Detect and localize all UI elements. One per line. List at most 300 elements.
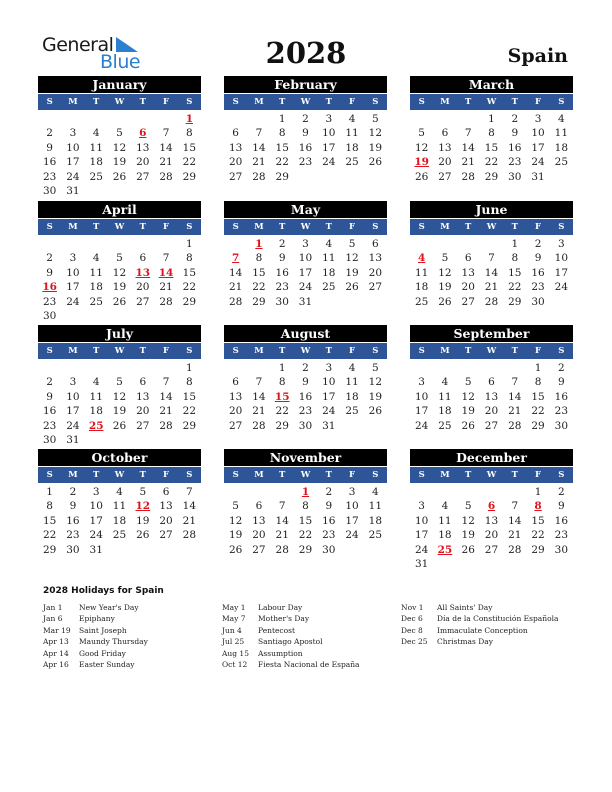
weekday-label: W: [114, 470, 125, 480]
day-cell: 26: [112, 295, 127, 308]
holiday-row: [401, 625, 558, 636]
day-cell: 15: [484, 141, 499, 154]
day-cell: 16: [508, 141, 522, 154]
day-cell: 29: [182, 419, 197, 432]
empty-cell: [224, 485, 247, 499]
weekday-label: S: [372, 470, 379, 480]
day-cell: 27: [228, 419, 243, 432]
day-cell: 27: [136, 295, 150, 308]
day-cell: 19: [368, 390, 383, 403]
day-cell: 8: [534, 376, 542, 389]
holiday-name: Christmas Day: [437, 637, 493, 647]
day-cell: 7: [255, 127, 263, 140]
day-cell: 14: [252, 141, 266, 154]
empty-cell: [433, 485, 456, 499]
empty-cell: [410, 112, 433, 126]
day-cell: 20: [136, 405, 150, 418]
weekday-label: S: [372, 346, 379, 356]
day-cell: 13: [252, 514, 266, 527]
day-cell: 5: [441, 252, 449, 265]
weekday-label: M: [68, 97, 78, 107]
day-cell: 28: [159, 419, 173, 432]
day-cell: 28: [182, 529, 197, 542]
weekday-label: F: [349, 470, 356, 480]
country-title: Spain: [507, 45, 568, 67]
day-cell: 17: [66, 281, 80, 294]
day-grid: [224, 237, 387, 309]
day-cell: 11: [322, 252, 336, 265]
day-cell: 4: [348, 113, 356, 125]
day-cell: 28: [508, 543, 522, 556]
holiday-row: [43, 648, 148, 659]
empty-cell: [457, 237, 480, 251]
weekday-label: F: [349, 222, 356, 232]
holiday-date: May 7: [222, 614, 246, 624]
weekday-label: M: [254, 470, 264, 480]
day-cell: 24: [66, 170, 80, 183]
day-cell: 14: [228, 266, 243, 279]
weekday-label: S: [186, 222, 193, 232]
day-cell: 30: [508, 170, 522, 183]
day-cell: 29: [298, 543, 313, 556]
day-cell: 25: [345, 156, 359, 169]
day-cell: 11: [345, 127, 359, 140]
day-cell: 20: [461, 281, 475, 294]
day-cell: 19: [461, 529, 475, 542]
weekday-label: T: [511, 346, 518, 356]
day-cell: 30: [42, 184, 57, 197]
day-cell: 15: [182, 390, 197, 403]
weekday-label: T: [465, 346, 472, 356]
holiday-row: [401, 613, 558, 624]
holiday-name: Mother's Day: [258, 614, 310, 624]
weekday-label: W: [300, 346, 311, 356]
weekday-label: T: [139, 346, 146, 356]
day-cell: 23: [554, 529, 569, 542]
day-cell: 8: [186, 127, 193, 140]
day-cell: 20: [484, 529, 499, 542]
day-cell: 11: [89, 141, 103, 154]
empty-cell: [38, 112, 61, 126]
day-cell: 18: [89, 405, 103, 418]
weekday-header: [224, 467, 387, 483]
day-cell: 5: [348, 238, 356, 250]
day-cell: 21: [275, 529, 289, 542]
day-cell: 25: [322, 281, 336, 294]
day-cell: 3: [558, 238, 565, 250]
weekday-header: [38, 343, 201, 359]
weekday-label: S: [558, 470, 565, 480]
day-cell: 15: [275, 141, 289, 154]
day-cell: 12: [414, 141, 429, 154]
day-cell: 16: [531, 266, 545, 279]
holiday-day-cell: 25: [437, 543, 453, 556]
day-cell: 4: [92, 127, 100, 140]
weekday-header: [38, 467, 201, 483]
day-grid: [410, 361, 573, 433]
holiday-date: Jun 4: [222, 625, 242, 635]
month-april: [38, 201, 201, 323]
day-cell: 5: [464, 500, 472, 513]
day-cell: 1: [186, 362, 193, 374]
empty-cell: [38, 237, 61, 251]
day-cell: 22: [484, 156, 499, 169]
weekday-label: F: [349, 97, 356, 107]
day-cell: 28: [275, 543, 289, 556]
empty-cell: [154, 361, 177, 375]
empty-cell: [480, 361, 503, 375]
weekday-label: F: [535, 97, 542, 107]
day-cell: 8: [278, 376, 286, 389]
weekday-header: [410, 467, 573, 483]
day-cell: 10: [322, 376, 336, 389]
day-cell: 5: [372, 113, 379, 125]
day-cell: 31: [89, 543, 103, 556]
day-cell: 4: [92, 252, 100, 265]
day-cell: 20: [438, 156, 452, 169]
day-cell: 7: [511, 500, 519, 513]
day-cell: 26: [461, 419, 475, 432]
day-cell: 25: [368, 529, 383, 542]
day-cell: 16: [298, 141, 313, 154]
day-cell: 12: [112, 141, 127, 154]
day-cell: 1: [511, 238, 519, 250]
day-cell: 25: [345, 405, 359, 418]
day-cell: 28: [252, 419, 266, 432]
weekday-label: W: [300, 470, 311, 480]
empty-cell: [154, 112, 177, 126]
day-cell: 1: [186, 238, 193, 250]
day-cell: 18: [554, 141, 569, 154]
day-cell: 20: [228, 405, 243, 418]
day-cell: 3: [418, 500, 425, 513]
day-cell: 11: [554, 127, 569, 140]
day-cell: 3: [325, 113, 333, 125]
day-grid: [410, 112, 573, 184]
weekday-label: T: [325, 222, 332, 232]
day-cell: 8: [302, 500, 309, 513]
weekday-label: T: [93, 97, 100, 107]
holiday-row: [43, 625, 148, 636]
holiday-date: Aug 15: [222, 648, 249, 658]
month-name: July: [38, 325, 201, 342]
empty-cell: [108, 237, 131, 251]
day-cell: 28: [159, 170, 173, 183]
empty-cell: [433, 361, 456, 375]
day-cell: 17: [414, 405, 429, 418]
day-cell: 31: [298, 295, 313, 308]
day-cell: 3: [69, 376, 77, 389]
holiday-row: [222, 625, 360, 636]
day-cell: 17: [414, 529, 429, 542]
day-cell: 15: [298, 514, 313, 527]
day-cell: 9: [46, 141, 53, 154]
empty-cell: [108, 112, 131, 126]
day-cell: 12: [461, 390, 475, 403]
empty-cell: [457, 361, 480, 375]
month-november: [224, 449, 387, 557]
holiday-row: [222, 636, 360, 647]
weekday-label: M: [254, 97, 264, 107]
day-cell: 1: [278, 362, 286, 374]
weekday-label: T: [511, 470, 518, 480]
day-cell: 11: [89, 390, 103, 403]
day-cell: 7: [464, 127, 472, 140]
day-cell: 10: [66, 390, 80, 403]
holiday-date: Apr 13: [43, 637, 69, 647]
holiday-date: Nov 1: [401, 603, 424, 612]
weekday-label: S: [186, 346, 193, 356]
day-cell: 2: [511, 113, 519, 125]
holiday-name: Easter Sunday: [79, 659, 135, 669]
holiday-date: Mar 19: [43, 625, 71, 635]
day-cell: 27: [368, 281, 383, 294]
day-cell: 23: [322, 529, 336, 542]
day-cell: 6: [139, 252, 147, 265]
day-cell: 28: [159, 295, 173, 308]
holiday-date: Jan 6: [43, 614, 63, 624]
day-cell: 19: [112, 281, 127, 294]
day-cell: 15: [182, 141, 197, 154]
day-cell: 8: [186, 376, 193, 389]
day-cell: 16: [298, 390, 313, 403]
holiday-name: All Saints' Day: [437, 603, 493, 612]
day-grid: [224, 112, 387, 184]
month-name: March: [410, 76, 573, 93]
day-cell: 5: [139, 486, 147, 498]
empty-cell: [61, 237, 84, 251]
weekday-label: F: [163, 97, 170, 107]
day-cell: 28: [252, 170, 266, 183]
day-cell: 2: [278, 238, 286, 250]
weekday-label: F: [349, 346, 356, 356]
day-cell: 19: [228, 529, 243, 542]
day-cell: 16: [554, 514, 569, 527]
day-cell: 8: [255, 252, 263, 265]
day-cell: 9: [325, 500, 333, 513]
day-cell: 17: [66, 156, 80, 169]
day-cell: 30: [275, 295, 289, 308]
day-cell: 10: [554, 252, 569, 265]
day-cell: 22: [42, 529, 57, 542]
day-cell: 21: [159, 156, 173, 169]
holidays-column: [401, 602, 558, 648]
day-cell: 25: [414, 295, 429, 308]
empty-cell: [433, 237, 456, 251]
day-cell: 25: [89, 295, 103, 308]
day-cell: 9: [46, 390, 53, 403]
day-cell: 27: [461, 295, 475, 308]
holiday-date: Dec 25: [401, 637, 428, 647]
weekday-label: F: [535, 222, 542, 232]
day-cell: 22: [252, 281, 266, 294]
weekday-label: M: [440, 470, 450, 480]
day-cell: 16: [275, 266, 289, 279]
day-cell: 17: [322, 390, 336, 403]
day-cell: 3: [69, 252, 77, 265]
day-cell: 5: [232, 500, 239, 513]
day-grid: [410, 485, 573, 571]
day-cell: 16: [42, 156, 57, 169]
day-cell: 26: [112, 419, 127, 432]
day-cell: 24: [414, 543, 429, 556]
weekday-label: W: [486, 346, 497, 356]
day-cell: 13: [484, 514, 499, 527]
day-cell: 16: [322, 514, 336, 527]
day-cell: 22: [182, 281, 197, 294]
holiday-name: Epiphany: [79, 614, 115, 624]
month-name: December: [410, 449, 573, 466]
holiday-row: [401, 636, 558, 647]
logo-text-blue: Blue: [100, 51, 141, 73]
day-cell: 21: [159, 405, 173, 418]
holiday-day-cell: 19: [414, 156, 429, 169]
day-cell: 18: [112, 514, 127, 527]
month-september: [410, 325, 573, 433]
day-cell: 9: [69, 500, 77, 513]
weekday-label: T: [279, 97, 286, 107]
day-cell: 23: [42, 419, 57, 432]
holiday-name: Santiago Apostol: [258, 637, 323, 647]
empty-cell: [457, 112, 480, 126]
day-cell: 23: [66, 529, 80, 542]
day-cell: 3: [534, 113, 542, 125]
holiday-date: Dec 8: [401, 625, 423, 635]
day-cell: 29: [42, 543, 57, 556]
empty-cell: [410, 485, 433, 499]
empty-cell: [247, 112, 270, 126]
day-cell: 14: [461, 141, 475, 154]
month-name: May: [224, 201, 387, 218]
day-cell: 19: [461, 405, 475, 418]
day-cell: 16: [66, 514, 80, 527]
day-cell: 10: [298, 252, 313, 265]
weekday-label: S: [232, 222, 239, 232]
weekday-label: S: [418, 222, 425, 232]
month-august: [224, 325, 387, 433]
holiday-day-cell: 13: [135, 266, 151, 279]
day-cell: 21: [252, 405, 266, 418]
day-cell: 31: [414, 557, 429, 570]
holiday-day-cell: 8: [534, 500, 542, 513]
day-cell: 21: [461, 156, 475, 169]
day-cell: 9: [511, 127, 519, 140]
weekday-label: W: [114, 222, 125, 232]
day-cell: 2: [69, 486, 77, 498]
day-cell: 28: [461, 170, 475, 183]
day-cell: 28: [228, 295, 243, 308]
weekday-label: S: [232, 470, 239, 480]
day-cell: 14: [508, 390, 522, 403]
holiday-row: [222, 659, 360, 670]
day-cell: 22: [275, 156, 289, 169]
day-cell: 23: [42, 295, 57, 308]
day-cell: 25: [438, 419, 452, 432]
weekday-label: T: [139, 222, 146, 232]
empty-cell: [154, 237, 177, 251]
empty-cell: [108, 361, 131, 375]
month-july: [38, 325, 201, 447]
day-cell: 12: [461, 514, 475, 527]
day-cell: 19: [136, 514, 150, 527]
day-cell: 24: [89, 529, 103, 542]
empty-cell: [271, 485, 294, 499]
day-grid: [38, 361, 201, 447]
empty-cell: [61, 361, 84, 375]
day-cell: 4: [441, 500, 449, 513]
holiday-name: Immaculate Conception: [437, 625, 528, 635]
day-cell: 3: [348, 486, 356, 498]
day-cell: 10: [414, 514, 429, 527]
day-cell: 23: [508, 156, 522, 169]
empty-cell: [247, 361, 270, 375]
weekday-label: T: [465, 470, 472, 480]
holiday-row: [401, 602, 558, 613]
empty-cell: [480, 485, 503, 499]
day-cell: 20: [252, 529, 266, 542]
weekday-label: T: [511, 222, 518, 232]
day-cell: 24: [66, 295, 80, 308]
weekday-label: W: [486, 222, 497, 232]
weekday-label: T: [465, 222, 472, 232]
day-cell: 26: [368, 405, 383, 418]
day-cell: 13: [461, 266, 475, 279]
day-cell: 15: [531, 514, 545, 527]
day-cell: 20: [368, 266, 383, 279]
empty-cell: [131, 112, 154, 126]
holiday-name: Maundy Thursday: [79, 637, 148, 647]
day-cell: 30: [66, 543, 80, 556]
empty-cell: [457, 485, 480, 499]
day-cell: 5: [116, 252, 123, 265]
day-cell: 17: [322, 141, 336, 154]
weekday-label: F: [163, 470, 170, 480]
weekday-label: S: [558, 222, 565, 232]
day-cell: 16: [42, 405, 57, 418]
holiday-name: Saint Joseph: [79, 625, 127, 635]
day-cell: 20: [228, 156, 243, 169]
day-cell: 2: [558, 362, 565, 374]
day-cell: 6: [232, 127, 239, 140]
day-cell: 30: [554, 419, 569, 432]
day-cell: 19: [112, 405, 127, 418]
weekday-label: T: [465, 97, 472, 107]
day-cell: 29: [484, 170, 499, 183]
day-cell: 3: [325, 362, 333, 374]
day-cell: 11: [89, 266, 103, 279]
day-cell: 6: [464, 252, 472, 265]
day-cell: 10: [66, 141, 80, 154]
day-cell: 9: [46, 266, 53, 279]
day-cell: 30: [298, 419, 313, 432]
weekday-label: S: [232, 346, 239, 356]
day-cell: 23: [298, 156, 313, 169]
day-cell: 30: [531, 295, 545, 308]
day-cell: 10: [345, 500, 359, 513]
day-cell: 22: [531, 529, 545, 542]
weekday-label: T: [325, 346, 332, 356]
day-cell: 22: [531, 405, 545, 418]
day-cell: 16: [554, 390, 569, 403]
empty-cell: [480, 237, 503, 251]
day-cell: 19: [438, 281, 452, 294]
day-cell: 22: [298, 529, 313, 542]
weekday-label: M: [440, 346, 450, 356]
empty-cell: [410, 237, 433, 251]
holiday-date: Apr 14: [43, 648, 69, 658]
day-cell: 14: [484, 266, 499, 279]
empty-cell: [85, 112, 108, 126]
